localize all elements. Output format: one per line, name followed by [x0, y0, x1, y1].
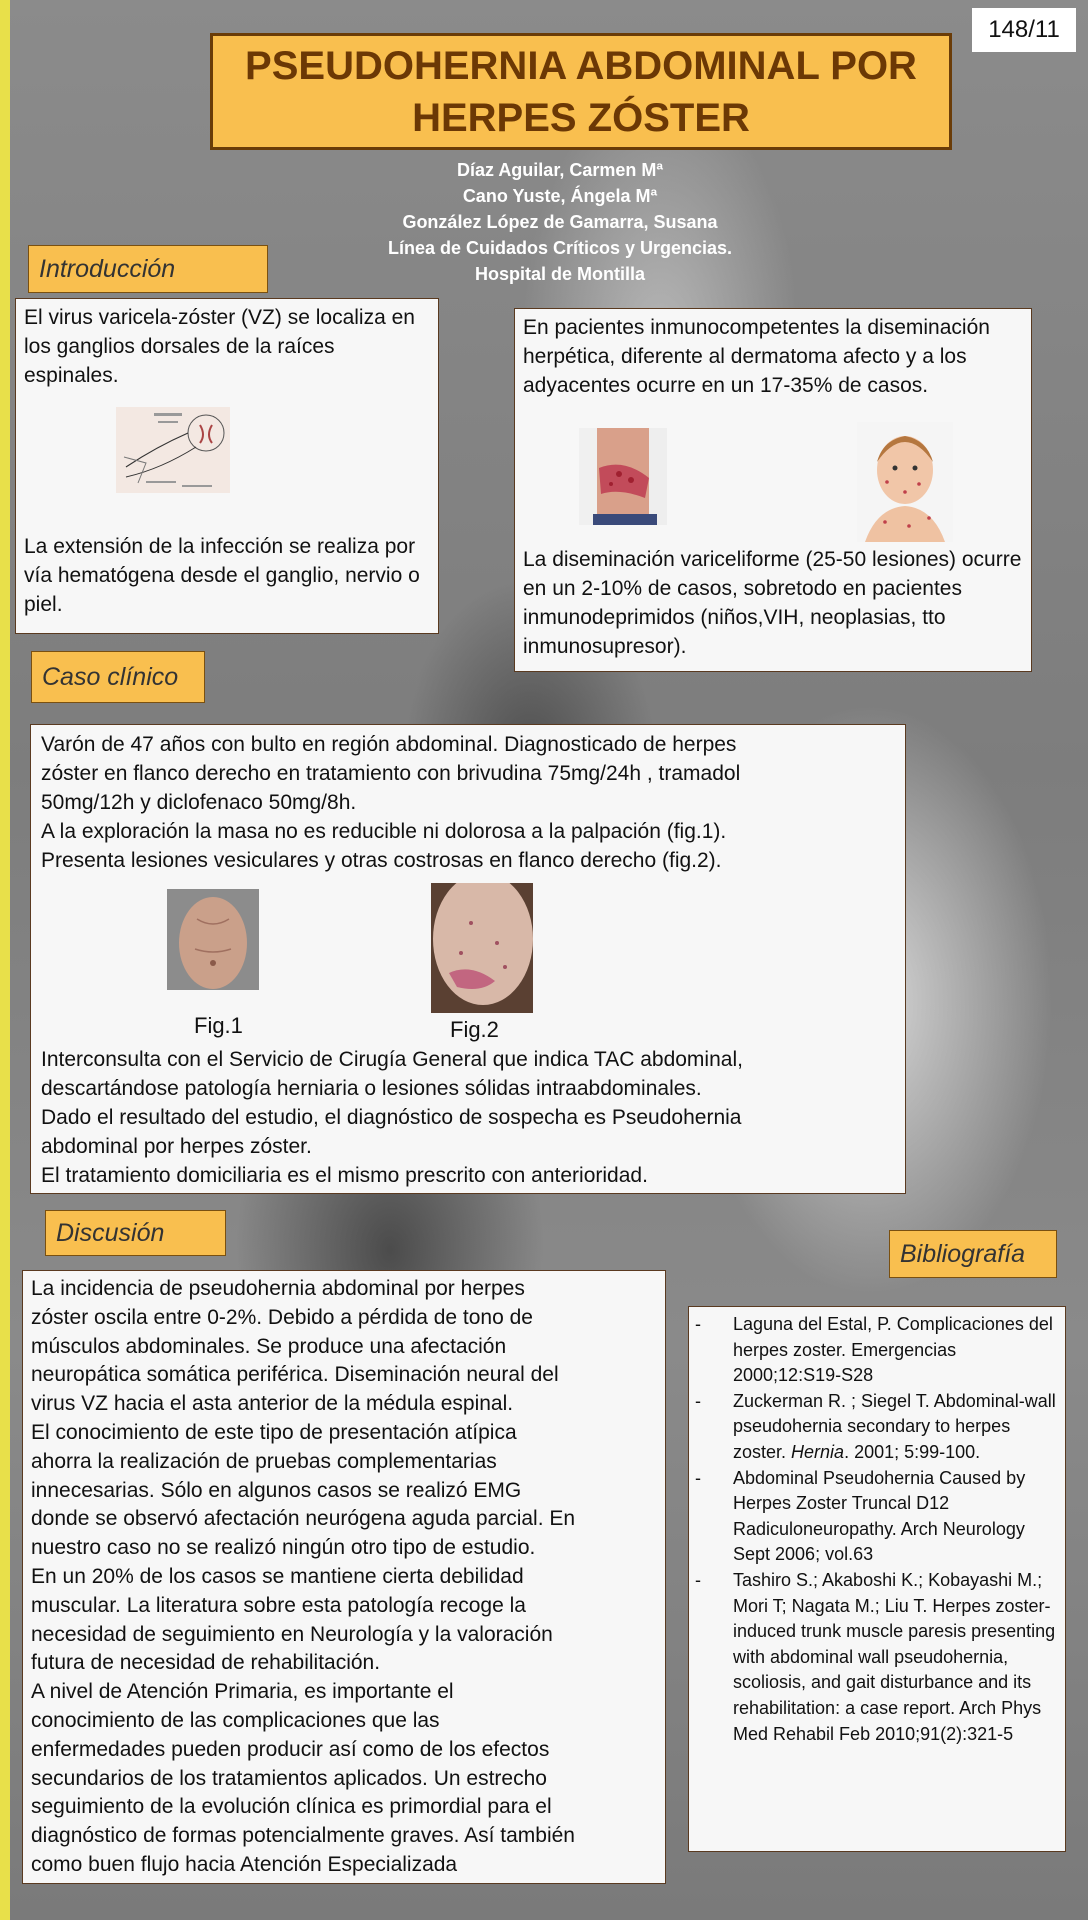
- bibliography-item: [689, 1312, 1057, 1389]
- bibliografia-label-text: Bibliografía: [900, 1239, 1026, 1268]
- fig1-caption: Fig.1: [194, 1013, 243, 1038]
- bibliography-journal: Hernia: [791, 1441, 845, 1462]
- diseminacion-box: [514, 308, 1032, 672]
- caso-line-5: Presenta lesiones vesiculares y otras costrosas en flanco derecho (fig.2).: [41, 849, 722, 872]
- title-line-1: PSEUDOHERNIA ABDOMINAL POR: [245, 43, 917, 88]
- section-label-caso-clinico: [31, 651, 205, 703]
- list-dash: -: [695, 1569, 701, 1590]
- list-dash: -: [695, 1314, 701, 1334]
- discusion-line-7: ahorra la realización de pruebas complementarias: [31, 1449, 497, 1473]
- introduccion-paragraph-1: El virus varicela-zóster (VZ) se localiza en los ganglios dorsales de la raíces espinales.: [24, 306, 415, 387]
- discusion-line-3: músculos abdominales. Se produce una afectación: [31, 1334, 507, 1358]
- diseminacion-paragraph-2: La diseminación variceliforme (25-50 lesiones) ocurre en un 2-10% de casos, sobretodo en pacientes inmunodeprimidos (niños,VIH, neoplasias, tto inmunosupresor).: [523, 548, 1022, 658]
- list-dash: -: [695, 1467, 701, 1488]
- herpes-torso-photo: [579, 428, 667, 525]
- author-1: Díaz Aguilar, Carmen Mª: [456, 160, 664, 180]
- introduccion-paragraph-2: La extensión de la infección se realiza por vía hematógena desde el ganglio, nervio o piel.: [24, 535, 420, 616]
- caso-line-4: A la exploración la masa no es reducible ni dolorosa a la palpación (fig.1).: [41, 820, 727, 843]
- section-label-bibliografia: [889, 1230, 1057, 1278]
- fig2-caption: Fig.2: [450, 1017, 499, 1042]
- caso-line-3: 50mg/12h y diclofenaco 50mg/8h.: [41, 791, 357, 814]
- author-list: [290, 157, 830, 287]
- introduccion-box: [15, 298, 439, 634]
- caso-clinico-box: [30, 724, 906, 1194]
- discusion-line-20: diagnóstico de formas potencialmente graves. Así también: [31, 1824, 575, 1848]
- discusion-line-1: La incidencia de pseudohernia abdominal por herpes: [31, 1277, 525, 1300]
- discusion-line-19: seguimiento de la evolución clínica es primordial para el: [31, 1795, 552, 1819]
- discusion-line-9: donde se observó afectación neurógena aguda parcial. En: [31, 1507, 576, 1531]
- discusion-box: [22, 1270, 666, 1884]
- discusion-line-2: zóster oscila entre 0-2%. Debido a pérdida de tono de: [31, 1305, 533, 1329]
- bibliography-text: Tashiro S.; Akaboshi K.; Kobayashi M.; Mori T; Nagata M.; Liu T. Herpes zoster-induced trunk muscle paresis presenting with abdominal wall pseudohernia, scoliosis, and gait disturbance and its rehabilitation: a case report. Arch Phys Med Rehabil Feb 2010;91(2):321-5: [733, 1569, 1056, 1744]
- author-hospital: Hospital de Montilla: [474, 264, 645, 284]
- discusion-line-13: necesidad de seguimiento en Neurología y la valoración: [31, 1622, 553, 1646]
- fig2-lesions-photo: [431, 883, 533, 1013]
- discusion-line-21: como buen flujo hacia Atención Especializada: [31, 1852, 458, 1876]
- caso-clinico-label-text: Caso clínico: [42, 662, 179, 691]
- author-2: Cano Yuste, Ángela Mª: [462, 186, 658, 206]
- author-affiliation: Línea de Cuidados Críticos y Urgencias.: [387, 238, 733, 258]
- diseminacion-paragraph-1: En pacientes inmunocompetentes la diseminación herpética, diferente al dermatoma afecto y a los adyacentes ocurre en un 17-35% de casos.: [523, 316, 990, 397]
- caso-line-1: Varón de 47 años con bulto en región abdominal. Diagnosticado de herpes: [41, 733, 737, 756]
- discusion-line-6: El conocimiento de este tipo de presentación atípica: [31, 1420, 517, 1444]
- discusion-line-12: muscular. La literatura sobre esta patología recoge la: [31, 1593, 526, 1617]
- discusion-line-4: neuropática somática periférica. Diseminación neural del: [31, 1363, 559, 1387]
- bibliography-text: Laguna del Estal, P. Complicaciones del herpes zoster. Emergencias 2000;12:S19-S28: [733, 1314, 1053, 1386]
- caso-after-line-4: abdominal por herpes zóster.: [41, 1135, 312, 1158]
- author-3: González López de Gamarra, Susana: [402, 212, 718, 232]
- discusion-line-10: nuestro caso no se realizó ningún otro tipo de estudio.: [31, 1536, 536, 1560]
- caso-after-line-3: Dado el resultado del estudio, el diagnóstico de sospecha es Pseudohernia: [41, 1106, 742, 1129]
- ganglion-diagram-image: [116, 407, 230, 493]
- discusion-line-17: enfermedades pueden producir así como de los efectos: [31, 1737, 550, 1761]
- discusion-line-8: innecesarias. Sólo en algunos casos se realizó EMG: [31, 1478, 522, 1502]
- fig1-abdomen-photo: [167, 889, 259, 990]
- poster-background: [10, 0, 1088, 1920]
- bibliography-item: [689, 1389, 1057, 1466]
- bibliography-list: [689, 1312, 1057, 1747]
- bibliography-text: Zuckerman R. ; Siegel T. Abdominal-wall pseudohernia secondary to herpes zoster.: [733, 1390, 1056, 1462]
- title-line-2: HERPES ZÓSTER: [412, 95, 750, 140]
- discusion-line-18: secundarios de los tratamientos aplicados. Un estrecho: [31, 1766, 547, 1790]
- bibliografia-box: [688, 1306, 1066, 1852]
- poster-title: [210, 33, 952, 150]
- discusion-line-15: A nivel de Atención Primaria, es importante el: [31, 1680, 454, 1704]
- caso-line-2: zóster en flanco derecho en tratamiento con brivudina 75mg/24h , tramadol: [41, 762, 741, 785]
- bibliography-text-tail: . 2001; 5:99-100.: [844, 1441, 981, 1462]
- discusion-line-5: virus VZ hacia el asta anterior de la médula espinal.: [31, 1392, 514, 1416]
- section-label-discusion: [45, 1210, 226, 1256]
- bibliography-item: [689, 1466, 1057, 1568]
- discusion-line-14: futura de necesidad de rehabilitación.: [31, 1651, 381, 1675]
- section-label-introduccion: [28, 245, 268, 293]
- bibliography-text: Abdominal Pseudohernia Caused by Herpes Zoster Truncal D12 Radiculoneuropathy. Arch Neurology Sept 2006; vol.63: [733, 1467, 1026, 1565]
- caso-after-line-1: Interconsulta con el Servicio de Cirugía General que indica TAC abdominal,: [41, 1048, 743, 1071]
- caso-after-line-2: descartándose patología herniaria o lesiones sólidas intraabdominales.: [41, 1077, 702, 1100]
- introduccion-label-text: Introducción: [39, 254, 176, 283]
- list-dash: -: [695, 1390, 701, 1411]
- varicella-child-photo: [857, 422, 953, 542]
- discusion-line-16: conocimiento de las complicaciones que las: [31, 1708, 440, 1732]
- caso-lines-after: [41, 1045, 901, 1190]
- page-number: 148/11: [972, 8, 1076, 52]
- discusion-line-11: En un 20% de los casos se mantiene cierta debilidad: [31, 1564, 524, 1588]
- bibliography-item: [689, 1568, 1057, 1747]
- caso-after-line-5: El tratamiento domiciliaria es el mismo prescrito con anterioridad.: [41, 1164, 648, 1187]
- discusion-label-text: Discusión: [56, 1218, 165, 1247]
